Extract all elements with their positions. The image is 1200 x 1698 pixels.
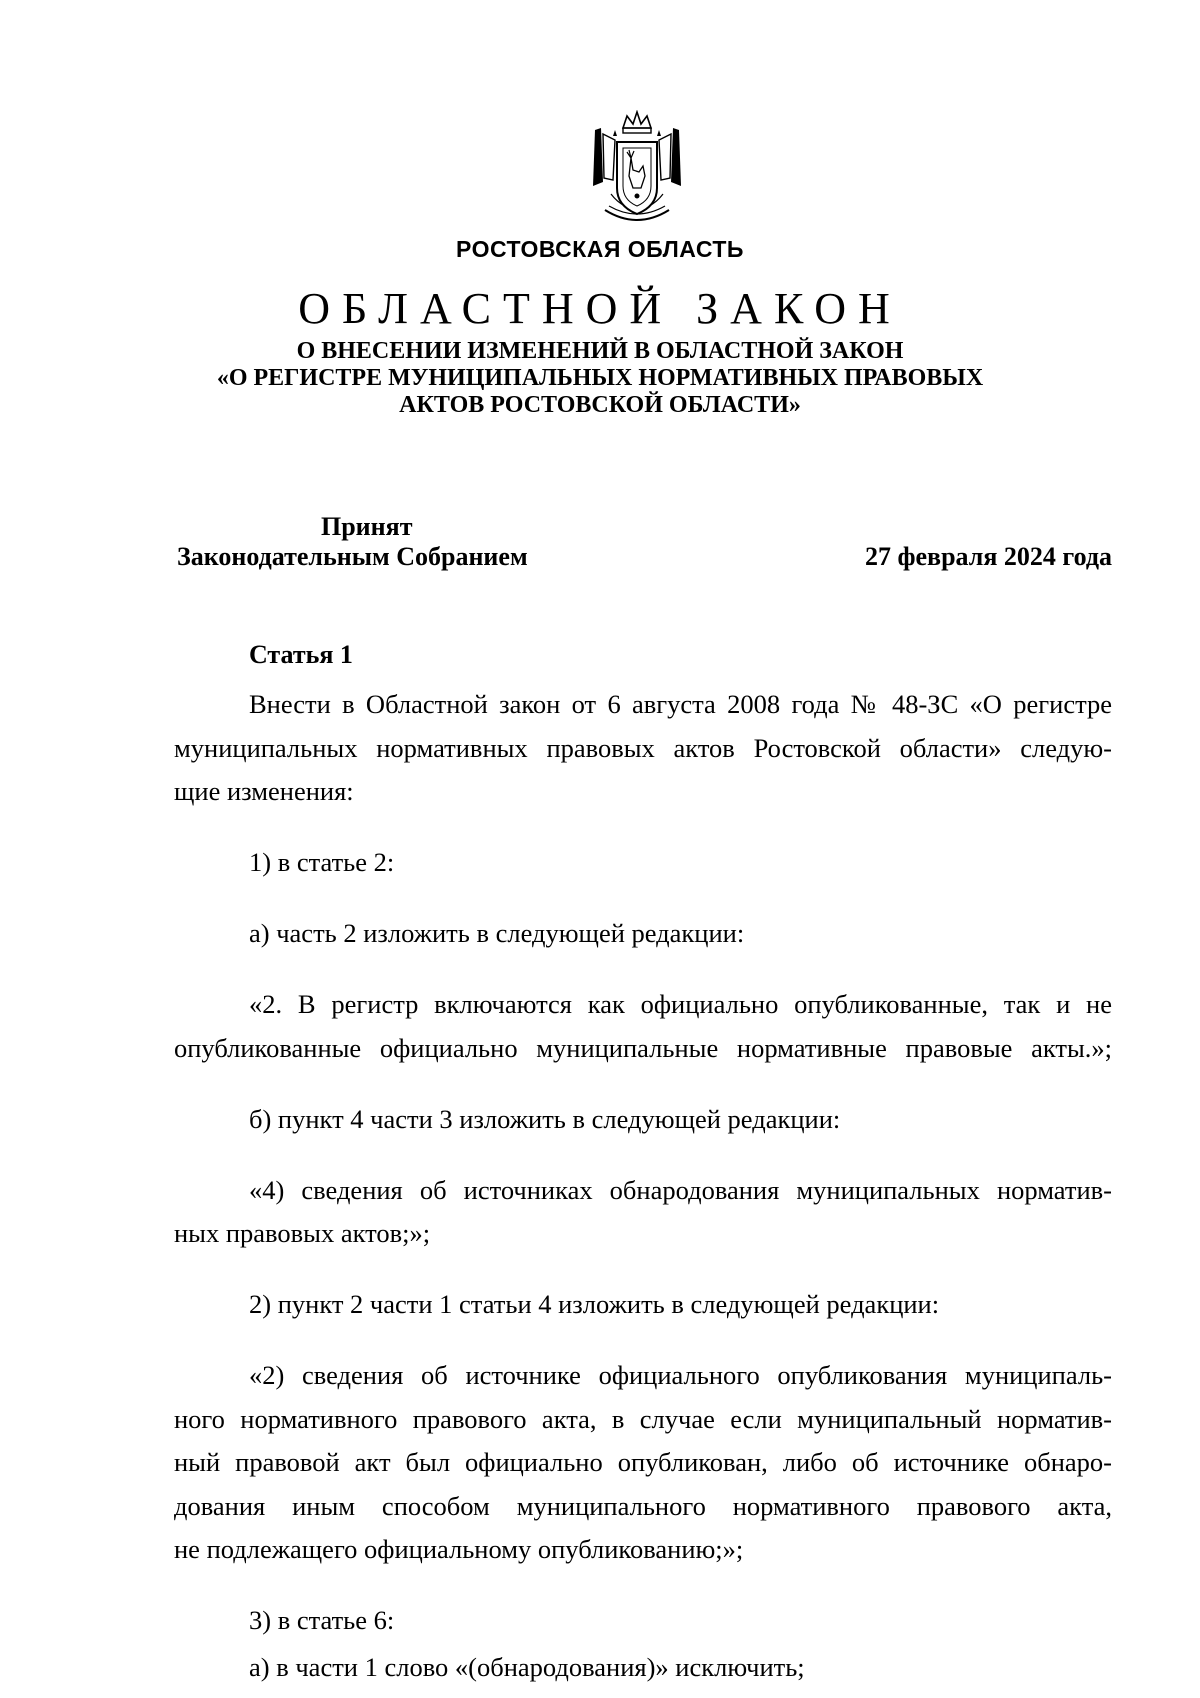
body-line: а) часть 2 изложить в следующей редакции: [249, 918, 745, 948]
body-line: «4) сведения об источниках обнародования муниципальных норматив- [249, 1175, 1112, 1205]
region-name: РОСТОВСКАЯ ОБЛАСТЬ [456, 236, 744, 262]
adoption-date: 27 февраля 2024 года [865, 542, 1112, 571]
body-line: дования иным способом муниципального нормативного правового акта, [174, 1491, 1112, 1521]
adopted-by: Законодательным Собранием [177, 542, 528, 571]
body-line: муниципальных нормативных правовых актов Ростовской области» следую- [174, 733, 1112, 763]
body-line: опубликованные официально муниципальные нормативные правовые акты.»; [174, 1033, 1112, 1063]
body-line: 3) в статье 6: [249, 1605, 395, 1635]
law-subject-line: АКТОВ РОСТОВСКОЙ ОБЛАСТИ» [399, 392, 801, 418]
body-line: ных правовых актов;»; [174, 1218, 431, 1248]
body-line: щие изменения: [174, 776, 354, 806]
adopted-label: Принят [321, 512, 413, 541]
body-line: ный правовой акт был официально опубликован, либо об источнике обнаро- [174, 1447, 1112, 1477]
body-line: Внести в Областной закон от 6 августа 2008 года № 48-ЗС «О регистре [249, 689, 1112, 719]
body-line: б) пункт 4 части 3 изложить в следующей редакции: [249, 1104, 841, 1134]
body-line: ного нормативного правового акта, в случае если муниципальный норматив- [174, 1404, 1112, 1434]
body-line: не подлежащего официальному опубликованию;»; [174, 1534, 744, 1564]
coat-of-arms-icon [587, 110, 687, 228]
body-line: 2) пункт 2 части 1 статьи 4 изложить в следующей редакции: [249, 1289, 940, 1319]
law-subject-line: О ВНЕСЕНИИ ИЗМЕНЕНИЙ В ОБЛАСТНОЙ ЗАКОН [296, 338, 904, 364]
body-line: «2) сведения об источнике официального опубликования муниципаль- [249, 1360, 1112, 1390]
law-title: ОБЛАСТНОЙ ЗАКОН [298, 284, 902, 333]
body-line: «2. В регистр включаются как официально опубликованные, так и не [249, 989, 1112, 1019]
article-heading: Статья 1 [249, 640, 353, 669]
body-line: а) в части 1 слово «(обнародования)» исключить; [249, 1652, 805, 1682]
body-line: 1) в статье 2: [249, 847, 395, 877]
law-subject-line: «О РЕГИСТРЕ МУНИЦИПАЛЬНЫХ НОРМАТИВНЫХ ПРАВОВЫХ [216, 365, 984, 391]
